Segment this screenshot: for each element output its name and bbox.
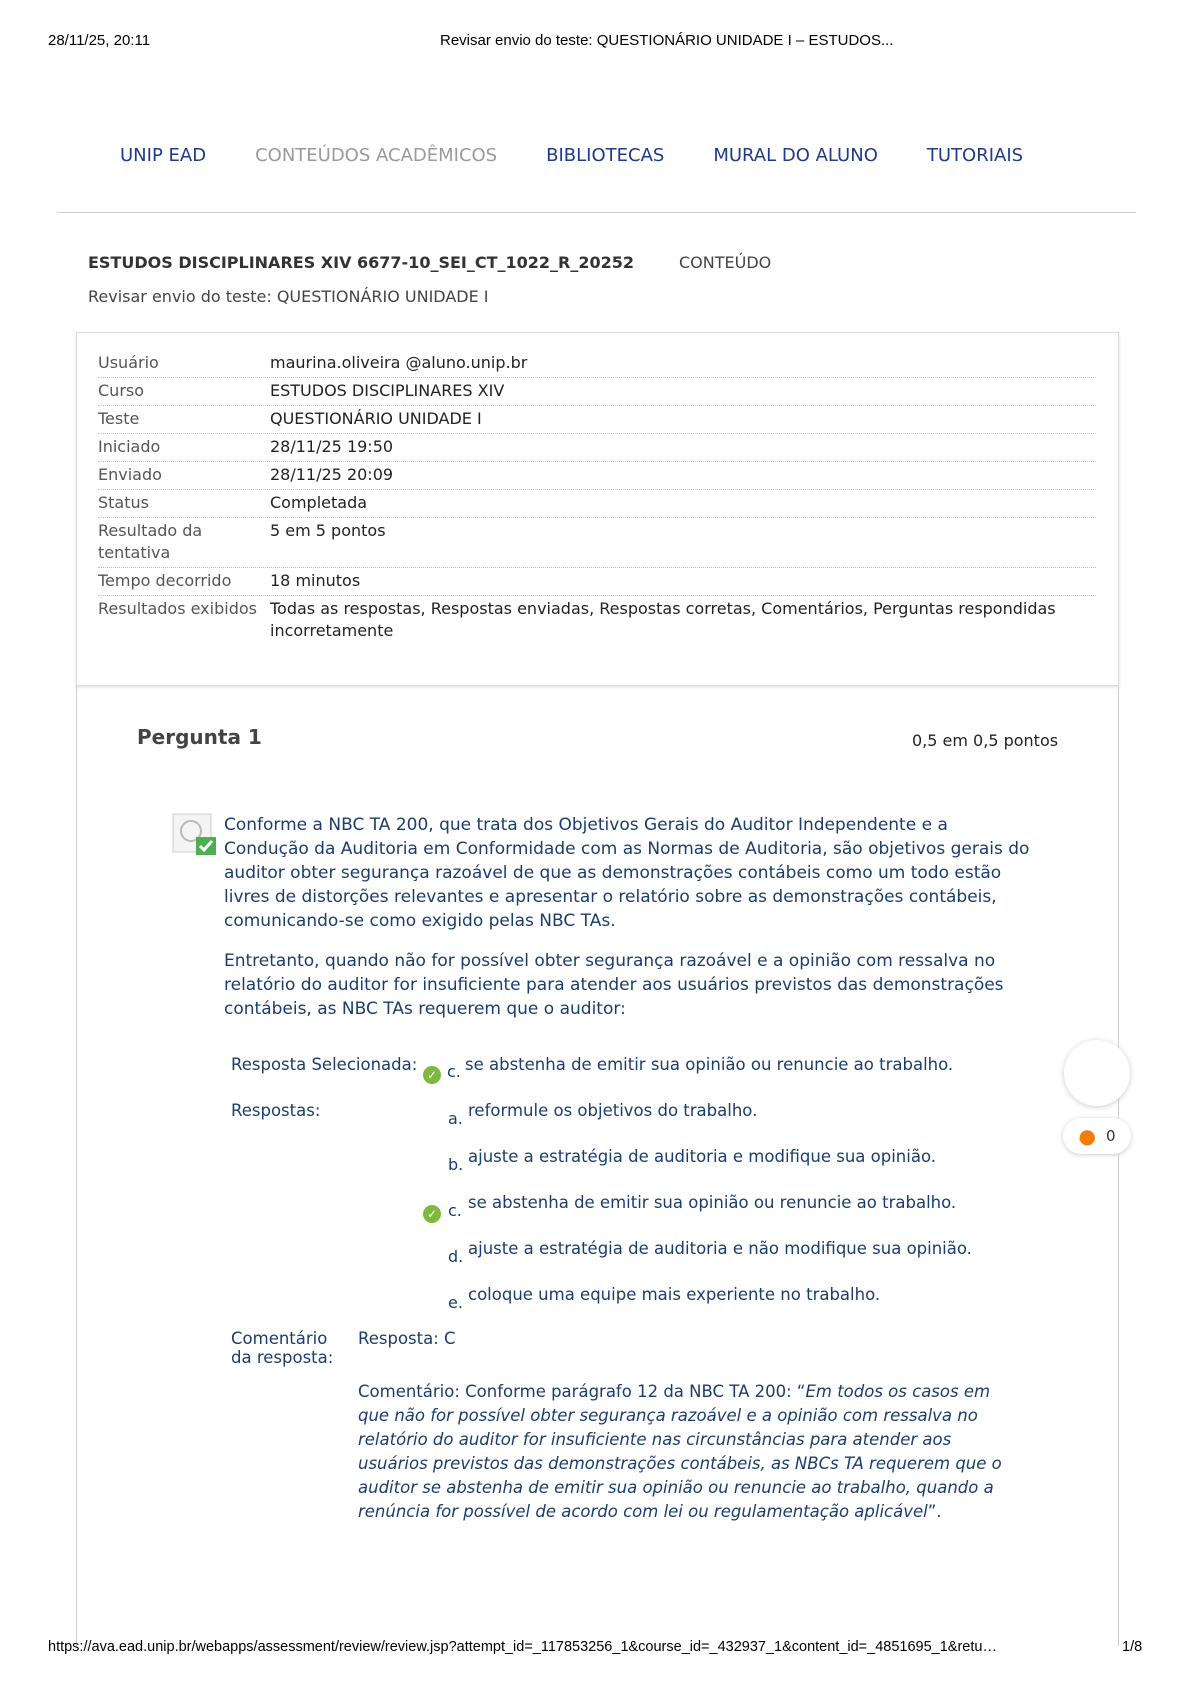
info-value: 18 minutos	[270, 571, 361, 590]
nav-tutoriais[interactable]: TUTORIAIS	[926, 145, 1024, 166]
correct-question-icon	[172, 813, 218, 857]
selected-answer-text: se abstenha de emitir sua opinião ou renuncie ao trabalho.	[465, 1055, 954, 1074]
comment-label-line1: Comentário	[231, 1329, 328, 1348]
info-row	[98, 462, 1096, 490]
info-row	[98, 378, 1096, 406]
divider	[57, 212, 1136, 213]
info-row	[98, 490, 1096, 518]
answer-letter: c.	[448, 1201, 462, 1220]
breadcrumb-conteudo[interactable]: CONTEÚDO	[679, 253, 772, 272]
fire-icon: ●	[1078, 1124, 1096, 1148]
attempt-info-table	[98, 350, 1096, 645]
footer-page: 1/8	[1122, 1639, 1143, 1655]
check-icon: ✓	[423, 1066, 441, 1084]
answer-letter: e.	[448, 1293, 463, 1312]
answer-letter: a.	[448, 1109, 463, 1128]
answer-option: ajuste a estratégia de auditoria e modifique sua opinião.	[468, 1147, 937, 1166]
answer-option: coloque uma equipe mais experiente no trabalho.	[468, 1285, 881, 1304]
info-value: Completada	[270, 493, 368, 512]
footer-url: https://ava.ead.unip.br/webapps/assessment/review/review.jsp?attempt_id=_117853256_1&course_id=_432937_1&content_id=_4851695_1&retu…	[48, 1639, 997, 1655]
nav-unip-ead[interactable]: UNIP EAD	[120, 145, 207, 166]
nav-conteudos-academicos[interactable]: CONTEÚDOS ACADÊMICOS	[255, 145, 498, 166]
question-paragraph-2: Entretanto, quando não for possível obter segurança razoável e a opinião com ressalva no relatório do auditor for insuficiente para atender aos usuários previstos das demonstrações contábeis, as NBC TAs requerem que o auditor:	[224, 951, 1004, 1019]
answer-key: Resposta: C	[358, 1329, 456, 1348]
answer-option: ajuste a estratégia de auditoria e não modifique sua opinião.	[468, 1239, 972, 1258]
selected-letter: c.	[447, 1062, 461, 1081]
info-key: Teste	[98, 409, 140, 428]
info-key: Curso	[98, 381, 145, 400]
streak-count: 0	[1105, 1127, 1116, 1145]
info-row	[98, 568, 1096, 596]
comment-quote: Em todos os casos em que não for possível obter segurança razoável e a opinião com ressalva no relatório do auditor for insuficiente nas circunstâncias para atender aos usuários previstos das demonstrações contábeis, as NBCs TA requerem que o auditor se abstenha de emitir sua opinião ou renuncie ao trabalho, quando a renúncia for possível de acordo com lei ou regulamentação aplicável	[358, 1382, 1002, 1521]
page-title: Revisar envio do teste: QUESTIONÁRIO UNIDADE I	[88, 287, 489, 306]
answer-option: reformule os objetivos do trabalho.	[468, 1101, 758, 1120]
question-points: 0,5 em 0,5 pontos	[912, 731, 1059, 750]
info-key: Tempo decorrido	[98, 571, 232, 590]
question-paragraph-1: Conforme a NBC TA 200, que trata dos Objetivos Gerais do Auditor Independente e a Condução da Auditoria em Conformidade com as Normas de Auditoria, são objetivos gerais do auditor obter segurança razoável de que as demonstrações contábeis como um todo estão livres de distorções relevantes e apresentar o relatório sobre as demonstrações contábeis, comunicando-se como exigido pelas NBC TAs.	[224, 815, 1030, 931]
info-key: Enviado	[98, 465, 162, 484]
answer-option: se abstenha de emitir sua opinião ou renuncie ao trabalho.	[468, 1193, 957, 1212]
nav-bibliotecas[interactable]: BIBLIOTECAS	[546, 145, 665, 166]
streak-badge[interactable]	[1063, 1118, 1131, 1154]
info-value: 28/11/25 19:50	[270, 437, 394, 456]
print-datetime: 28/11/25, 20:11	[48, 32, 151, 49]
info-key: Usuário	[98, 353, 159, 372]
selected-answer-label: Resposta Selecionada:	[231, 1055, 418, 1074]
info-row	[98, 350, 1096, 378]
info-value: ESTUDOS DISCIPLINARES XIV	[270, 381, 505, 400]
info-value: maurina.oliveira @aluno.unip.br	[270, 353, 528, 372]
floating-action-button[interactable]	[1064, 1040, 1130, 1106]
check-icon: ✓	[423, 1205, 441, 1223]
info-key: Iniciado	[98, 437, 161, 456]
info-value: QUESTIONÁRIO UNIDADE I	[270, 409, 482, 428]
question-text	[224, 813, 1034, 1037]
course-title[interactable]: ESTUDOS DISCIPLINARES XIV 6677-10_SEI_CT_1022_R_20252	[88, 253, 635, 272]
info-value: Todas as respostas, Respostas enviadas, Respostas corretas, Comentários, Perguntas respondidas incorretamente	[270, 599, 1056, 640]
answer-letter: d.	[448, 1247, 464, 1266]
info-row	[98, 596, 1096, 645]
print-title: Revisar envio do teste: QUESTIONÁRIO UNIDADE I – ESTUDOS...	[440, 32, 894, 49]
comment-suffix: ”.	[927, 1502, 942, 1521]
info-row	[98, 518, 1096, 568]
comment-prefix: Comentário: Conforme parágrafo 12 da NBC TA 200: “	[358, 1382, 806, 1401]
question-title: Pergunta 1	[137, 725, 262, 749]
answers-label: Respostas:	[231, 1101, 321, 1120]
info-key: Resultado da tentativa	[98, 521, 203, 562]
top-nav	[120, 145, 1072, 166]
info-value: 28/11/25 20:09	[270, 465, 394, 484]
comment-label	[231, 1329, 333, 1367]
info-row	[98, 434, 1096, 462]
answer-letter: b.	[448, 1155, 464, 1174]
comment-label-line2: da resposta:	[231, 1348, 334, 1367]
info-value: 5 em 5 pontos	[270, 521, 386, 540]
comment-text	[358, 1380, 1018, 1524]
nav-mural-do-aluno[interactable]: MURAL DO ALUNO	[713, 145, 878, 166]
info-row	[98, 406, 1096, 434]
info-key: Status	[98, 493, 149, 512]
info-key: Resultados exibidos	[98, 599, 257, 618]
